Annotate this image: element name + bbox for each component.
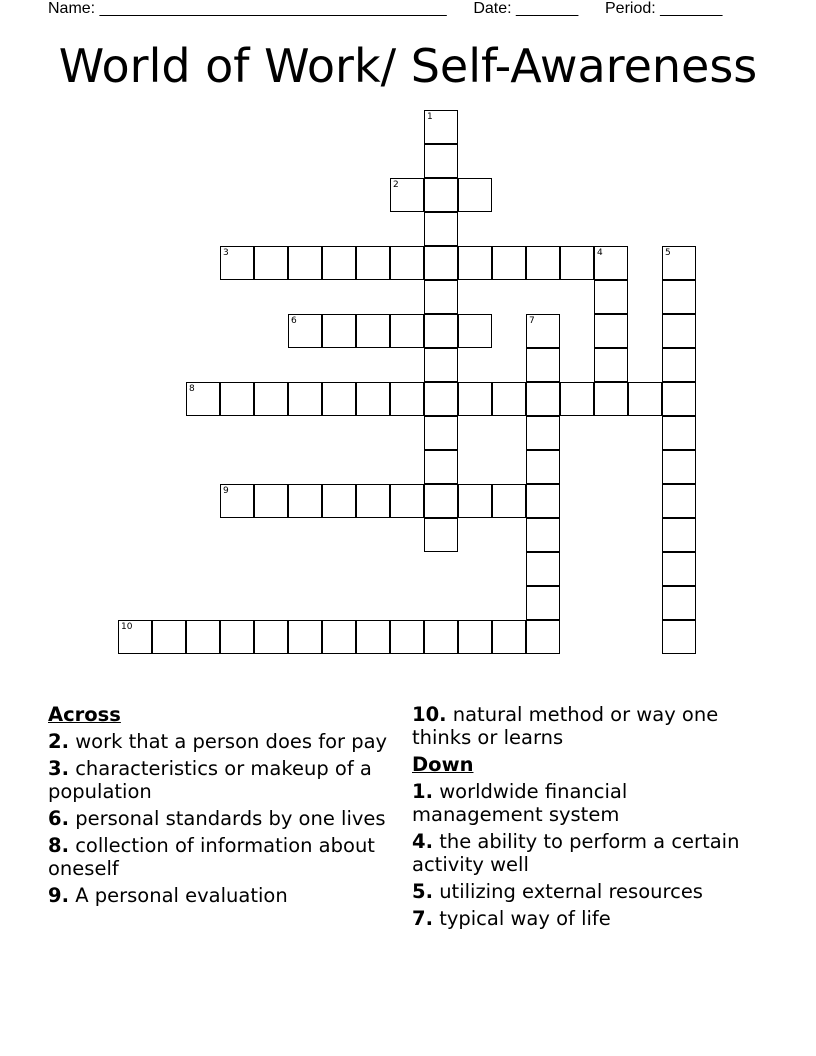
across-heading: Across (48, 703, 121, 726)
crossword-cell[interactable] (526, 348, 560, 382)
period-blank[interactable]: _______ (660, 0, 723, 17)
crossword-cell[interactable] (458, 484, 492, 518)
clue-number-label: 5 (665, 248, 671, 258)
crossword-cell[interactable] (288, 314, 322, 348)
clue-text: typical way of life (439, 907, 611, 930)
crossword-cell[interactable] (594, 314, 628, 348)
crossword-cell[interactable] (424, 178, 458, 212)
crossword-cell[interactable] (458, 382, 492, 416)
crossword-cell[interactable] (526, 450, 560, 484)
clue-number: 8. (48, 834, 69, 857)
crossword-cell[interactable] (594, 280, 628, 314)
name-label: Name: (48, 0, 96, 17)
crossword-cell[interactable] (220, 620, 254, 654)
clue-number-label: 3 (223, 248, 229, 258)
crossword-cell[interactable] (662, 348, 696, 382)
crossword-cell[interactable] (288, 484, 322, 518)
crossword-cell[interactable] (424, 280, 458, 314)
across-clue (48, 807, 388, 830)
crossword-cell[interactable] (356, 314, 390, 348)
crossword-cell[interactable] (492, 382, 526, 416)
crossword-cell[interactable] (288, 382, 322, 416)
crossword-cell[interactable] (254, 620, 288, 654)
crossword-cell[interactable] (288, 620, 322, 654)
crossword-cell[interactable] (424, 314, 458, 348)
crossword-cell[interactable] (526, 518, 560, 552)
clue-number: 7. (412, 907, 433, 930)
clue-text: work that a person does for pay (75, 730, 388, 753)
crossword-cell[interactable] (424, 212, 458, 246)
date-blank[interactable]: _______ (516, 0, 579, 17)
crossword-cell[interactable] (560, 382, 594, 416)
crossword-cell[interactable] (220, 484, 254, 518)
down-clue (412, 907, 762, 930)
clue-number-label: 9 (223, 486, 229, 496)
crossword-cell[interactable] (662, 280, 696, 314)
crossword-cell[interactable] (662, 620, 696, 654)
clue-text: personal standards by one lives (75, 807, 386, 830)
crossword-cell[interactable] (458, 314, 492, 348)
crossword-cell[interactable] (424, 484, 458, 518)
name-blank[interactable]: _______________________________________ (99, 0, 447, 17)
clue-number-label: 10 (121, 622, 133, 632)
crossword-cell[interactable] (424, 348, 458, 382)
crossword-cell[interactable] (594, 246, 628, 280)
clue-number: 9. (48, 884, 69, 907)
crossword-cell[interactable] (254, 382, 288, 416)
crossword-cell[interactable] (390, 314, 424, 348)
clue-text: the ability to perform a certain activity well (412, 830, 740, 876)
crossword-cell[interactable] (458, 246, 492, 280)
crossword-cell[interactable] (492, 620, 526, 654)
crossword-cell[interactable] (220, 382, 254, 416)
crossword-cell[interactable] (356, 484, 390, 518)
across-clue (48, 834, 388, 880)
page-title: World of Work/ Self-Awareness (58, 39, 758, 93)
crossword-cell[interactable] (628, 382, 662, 416)
clue-number-label: 7 (529, 316, 535, 326)
crossword-cell[interactable] (220, 246, 254, 280)
crossword-cell[interactable] (390, 382, 424, 416)
crossword-cell[interactable] (594, 382, 628, 416)
crossword-cell[interactable] (424, 246, 458, 280)
clue-number: 2. (48, 730, 69, 753)
clue-number-label: 2 (393, 180, 399, 190)
crossword-cell[interactable] (424, 620, 458, 654)
crossword-cell[interactable] (390, 246, 424, 280)
crossword-cell[interactable] (356, 382, 390, 416)
crossword-cell[interactable] (186, 382, 220, 416)
crossword-cell[interactable] (322, 484, 356, 518)
clue-text: worldwide financial management system (412, 780, 628, 826)
crossword-cell[interactable] (526, 620, 560, 654)
clue-number: 1. (412, 780, 433, 803)
crossword-cell[interactable] (492, 484, 526, 518)
crossword-cell[interactable] (424, 382, 458, 416)
down-heading: Down (412, 753, 474, 776)
crossword-cell[interactable] (322, 382, 356, 416)
across-clue (412, 703, 762, 749)
crossword-cell[interactable] (662, 314, 696, 348)
crossword-cell[interactable] (662, 484, 696, 518)
crossword-cell[interactable] (322, 246, 356, 280)
crossword-cell[interactable] (254, 484, 288, 518)
crossword-cell[interactable] (186, 620, 220, 654)
crossword-cell[interactable] (526, 314, 560, 348)
crossword-cell[interactable] (458, 178, 492, 212)
clue-number: 5. (412, 880, 433, 903)
crossword-cell[interactable] (424, 144, 458, 178)
across-clue (48, 884, 388, 907)
clues-left-column (48, 703, 388, 911)
crossword-cell[interactable] (662, 382, 696, 416)
crossword-cell[interactable] (424, 450, 458, 484)
clue-text: collection of information about oneself (48, 834, 375, 880)
clues-right-column (412, 703, 762, 934)
date-label: Date: (473, 0, 512, 17)
clue-number: 6. (48, 807, 69, 830)
clue-number-label: 8 (189, 384, 195, 394)
down-clue (412, 780, 762, 826)
crossword-cell[interactable] (526, 552, 560, 586)
crossword-cell[interactable] (526, 382, 560, 416)
down-clue (412, 880, 762, 903)
crossword-cell[interactable] (322, 314, 356, 348)
crossword-cell[interactable] (424, 416, 458, 450)
crossword-cell[interactable] (288, 246, 322, 280)
crossword-cell[interactable] (662, 518, 696, 552)
crossword-cell[interactable] (458, 620, 492, 654)
crossword-cell[interactable] (390, 484, 424, 518)
clue-number-label: 6 (291, 316, 297, 326)
clue-number: 4. (412, 830, 433, 853)
crossword-cell[interactable] (322, 620, 356, 654)
crossword-cell[interactable] (356, 620, 390, 654)
crossword-cell[interactable] (662, 586, 696, 620)
crossword-cell[interactable] (390, 178, 424, 212)
clue-text: utilizing external resources (439, 880, 703, 903)
clue-text: A personal evaluation (75, 884, 288, 907)
crossword-cell[interactable] (662, 450, 696, 484)
crossword-cell[interactable] (356, 246, 390, 280)
crossword-cell[interactable] (526, 246, 560, 280)
clue-number-label: 4 (597, 248, 603, 258)
crossword-cell[interactable] (560, 246, 594, 280)
crossword-cell[interactable] (492, 246, 526, 280)
crossword-cell[interactable] (526, 484, 560, 518)
crossword-cell[interactable] (526, 586, 560, 620)
clue-text: natural method or way one thinks or learns (412, 703, 719, 749)
crossword-cell[interactable] (152, 620, 186, 654)
clue-number: 10. (412, 703, 447, 726)
down-clue (412, 830, 762, 876)
crossword-cell[interactable] (118, 620, 152, 654)
across-clue (48, 757, 388, 803)
crossword-cell[interactable] (254, 246, 288, 280)
period-label: Period: (605, 0, 656, 17)
header-fields (48, 0, 788, 20)
crossword-cell[interactable] (424, 110, 458, 144)
crossword-cell[interactable] (662, 416, 696, 450)
clue-number: 3. (48, 757, 69, 780)
crossword-cell[interactable] (390, 620, 424, 654)
across-clue (48, 730, 388, 753)
clue-number-label: 1 (427, 112, 433, 122)
crossword-cell[interactable] (594, 348, 628, 382)
crossword-cell[interactable] (424, 518, 458, 552)
clue-text: characteristics or makeup of a population (48, 757, 372, 803)
crossword-cell[interactable] (526, 416, 560, 450)
crossword-cell[interactable] (662, 552, 696, 586)
crossword-cell[interactable] (662, 246, 696, 280)
